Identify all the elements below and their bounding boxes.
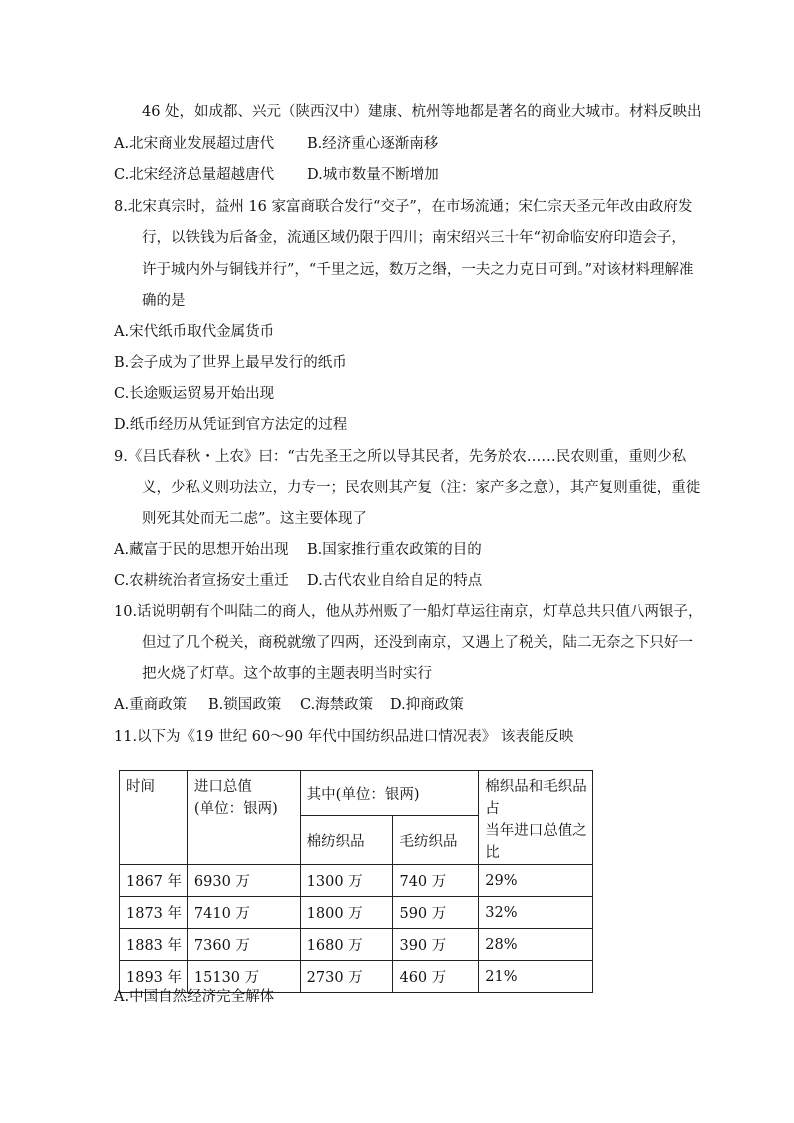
cell-year: 1873 年 [120, 897, 188, 929]
cell-ratio: 32% [479, 897, 593, 929]
cell-total: 6930 万 [187, 865, 300, 897]
q8-stem-line-4: 确的是 [142, 293, 186, 309]
q10-stem-line-3: 把火烧了灯草。这个故事的主题表明当时实行 [142, 666, 432, 682]
cell-cotton: 1300 万 [300, 865, 393, 897]
cell-ratio: 21% [479, 961, 593, 993]
q9-stem-line-1: 9.《吕氏春秋・上农》曰：“古先圣王之所以导其民者，先务於农……民农则重，重则少私 [114, 449, 687, 465]
q9-stem-line-2: 义，少私义则功法立，力专一；民农则其产复（注：家产多之意），其产复则重徙，重徙 [142, 480, 701, 496]
q9-stem-line-3: 则死其处而无二虑”。这主要体现了 [142, 511, 367, 527]
table-row [120, 865, 593, 897]
q10-option-c: C.海禁政策 [300, 697, 374, 713]
cell-cotton: 1800 万 [300, 897, 393, 929]
q10-option-d: D.抑商政策 [390, 697, 464, 713]
cell-cotton: 2730 万 [300, 961, 393, 993]
cell-ratio: 29% [479, 865, 593, 897]
table-row [120, 929, 593, 961]
q8-option-a: A.宋代纸币取代金属货币 [114, 324, 275, 340]
q10-stem-line-2: 但过了几个税关，商税就缴了四两，还没到南京，又遇上了税关，陆二无奈之下只好一 [142, 635, 693, 651]
cell-wool: 390 万 [393, 929, 479, 961]
q7-option-b: B.经济重心逐渐南移 [307, 136, 439, 152]
header-time: 时间 [120, 771, 188, 865]
q8-option-b: B.会子成为了世界上最早发行的纸币 [114, 355, 347, 371]
q7-option-a: A.北宋商业发展超过唐代 [114, 136, 275, 152]
cell-year: 1893 年 [120, 961, 188, 993]
q8-stem-line-1: 8.北宋真宗时，益州 16 家富商联合发行“交子”，在市场流通；宋仁宗天圣元年改由政府发 [114, 199, 693, 215]
cell-total: 15130 万 [187, 961, 300, 993]
q9-option-d: D.古代农业自给自足的特点 [307, 573, 483, 589]
q11-option-a: A.中国自然经济完全解体 [114, 989, 275, 1005]
q7-option-d: D.城市数量不断增加 [307, 167, 439, 183]
q9-option-b: B.国家推行重农政策的目的 [307, 542, 482, 558]
q7-stem-continued: 46 处，如成都、兴元（陕西汉中）建康、杭州等地都是著名的商业大城市。材料反映出 [142, 104, 702, 120]
table-row [120, 897, 593, 929]
header-total: 进口总值 (单位：银两) [187, 771, 300, 865]
cell-ratio: 28% [479, 929, 593, 961]
q10-option-b: B.锁国政策 [208, 697, 282, 713]
q8-stem-line-2: 行，以铁钱为后备金，流通区域仍限于四川；南宋绍兴三十年“初命临安府印造会子， [142, 230, 686, 246]
q10-stem-line-1: 10.话说明朝有个叫陆二的商人，他从苏州贩了一船灯草运往南京，灯草总共只值八两银子， [114, 604, 703, 620]
cell-year: 1867 年 [120, 865, 188, 897]
header-sub: 其中(单位：银两) [300, 771, 479, 816]
cell-year: 1883 年 [120, 929, 188, 961]
q8-option-d: D.纸币经历从凭证到官方法定的过程 [114, 417, 348, 433]
q9-option-c: C.农耕统治者宣扬安土重迁 [114, 573, 289, 589]
q10-option-a: A.重商政策 [114, 697, 188, 713]
q8-stem-line-3: 许于城内外与铜钱并行”，“千里之远，数万之缗，一夫之力克日可到。”对该材料理解准 [142, 262, 694, 278]
textile-import-table [119, 770, 593, 993]
header-cotton: 棉纺织品 [300, 816, 393, 865]
cell-total: 7410 万 [187, 897, 300, 929]
q7-option-c: C.北宋经济总量超越唐代 [114, 167, 275, 183]
cell-wool: 590 万 [393, 897, 479, 929]
cell-total: 7360 万 [187, 929, 300, 961]
q8-option-c: C.长途贩运贸易开始出现 [114, 386, 275, 402]
cell-wool: 460 万 [393, 961, 479, 993]
q11-stem: 11.以下为《19 世纪 60～90 年代中国纺织品进口情况表》 该表能反映 [114, 729, 574, 745]
header-wool: 毛纺织品 [393, 816, 479, 865]
header-ratio: 棉织品和毛织品占 当年进口总值之比 [479, 771, 593, 865]
cell-wool: 740 万 [393, 865, 479, 897]
cell-cotton: 1680 万 [300, 929, 393, 961]
q9-option-a: A.藏富于民的思想开始出现 [114, 542, 289, 558]
